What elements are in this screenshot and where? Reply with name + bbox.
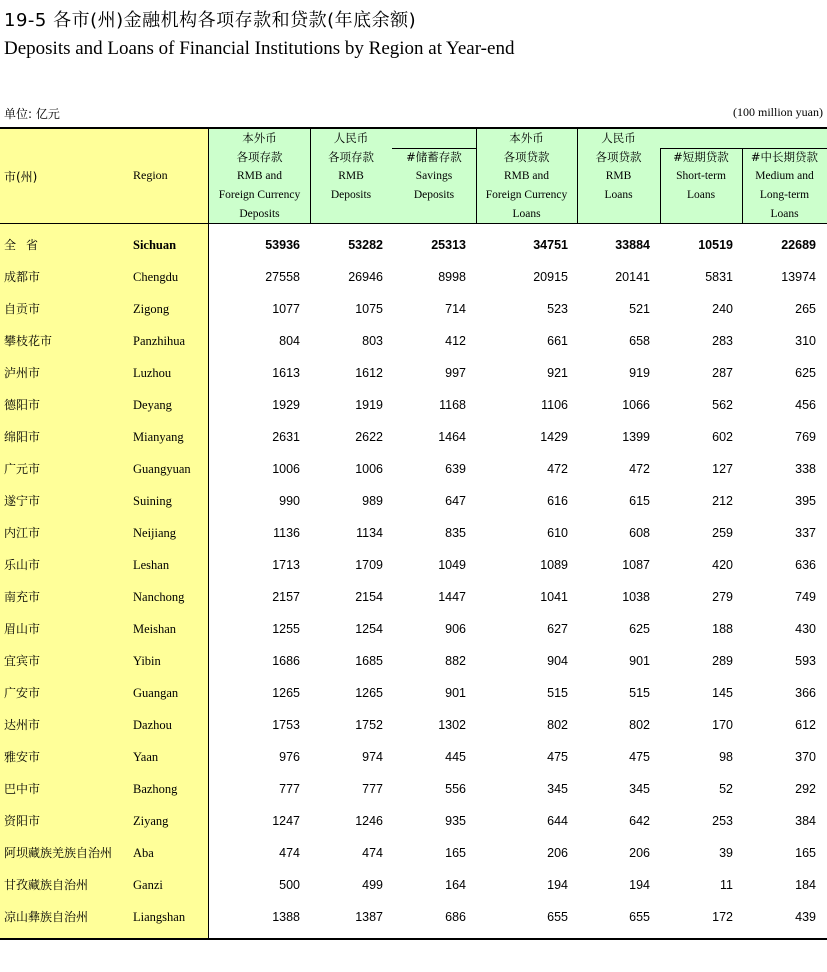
table-cell-value: 420: [712, 558, 733, 572]
table-cell-value: 430: [795, 622, 816, 636]
region-name-cn: 全省: [4, 238, 49, 252]
table-cell-value: 8998: [438, 270, 466, 284]
page-title-en: Deposits and Loans of Financial Institutions by Region at Year-end: [4, 38, 515, 59]
table-cell-value: 27558: [265, 270, 300, 284]
table-cell-value: 1066: [622, 398, 650, 412]
region-name-en: Panzhihua: [133, 334, 186, 348]
table-cell-value: 523: [547, 302, 568, 316]
table-cell-value: 1246: [355, 814, 383, 828]
table-cell-value: 34751: [533, 238, 568, 252]
table-cell-value: 1136: [273, 526, 300, 540]
table-cell-value: 439: [795, 910, 816, 924]
table-cell-value: 990: [279, 494, 300, 508]
table-cell-value: 989: [362, 494, 383, 508]
table-cell-value: 602: [712, 430, 733, 444]
table-cell-value: 1106: [541, 398, 568, 412]
table-row: [0, 261, 827, 293]
region-name-cn: 成都市: [4, 270, 41, 284]
table-cell-value: 165: [795, 846, 816, 860]
table-cell-value: 345: [547, 782, 568, 796]
table-cell-value: 164: [445, 878, 466, 892]
table-cell-value: 194: [629, 878, 650, 892]
table-cell-value: 521: [629, 302, 650, 316]
table-cell-value: 882: [445, 654, 466, 668]
header-label-en: Loans: [770, 208, 799, 220]
region-name-cn: 凉山彝族自治州: [4, 910, 89, 924]
table-cell-value: 1038: [622, 590, 650, 604]
table-cell-value: 289: [712, 654, 733, 668]
table-cell-value: 803: [362, 334, 383, 348]
table-cell-value: 206: [547, 846, 568, 860]
table-cell-value: 749: [795, 590, 816, 604]
table-cell-value: 172: [712, 910, 733, 924]
region-name-en: Dazhou: [133, 718, 172, 732]
table-cell-value: 919: [629, 366, 650, 380]
header-region-cn: 市(州): [4, 170, 38, 184]
table-cell-value: 474: [362, 846, 383, 860]
header-column-7: [742, 148, 827, 224]
table-cell-value: 456: [795, 398, 816, 412]
table-cell-value: 777: [362, 782, 383, 796]
region-name-en: Nanchong: [133, 590, 185, 604]
region-name-en: Yibin: [133, 654, 161, 668]
table-cell-value: 2622: [355, 430, 383, 444]
table-cell-value: 1254: [355, 622, 383, 636]
table-cell-value: 1464: [438, 430, 466, 444]
table-cell-value: 1041: [540, 590, 568, 604]
table-cell-value: 5831: [705, 270, 733, 284]
table-row: [0, 357, 827, 389]
region-name-en: Luzhou: [133, 366, 172, 380]
table-cell-value: 835: [445, 526, 466, 540]
region-name-en: Zigong: [133, 302, 170, 316]
header-column-5: [577, 129, 660, 205]
unit-label-en: (100 million yuan): [733, 105, 823, 119]
table-cell-value: 1387: [355, 910, 383, 924]
table-row: [0, 709, 827, 741]
table-cell-value: 901: [445, 686, 466, 700]
table-cell-value: 53936: [265, 238, 300, 252]
page-title-cn: 19-5 各市(州)金融机构各项存款和贷款(年底余额): [4, 10, 417, 31]
table-row: [0, 421, 827, 453]
table-cell-value: 612: [795, 718, 816, 732]
table-cell-value: 472: [629, 462, 650, 476]
table-cell-value: 610: [547, 526, 568, 540]
table-row: [0, 869, 827, 901]
table-cell-value: 1168: [439, 398, 466, 412]
table-cell-value: 412: [445, 334, 466, 348]
table-cell-value: 1713: [272, 558, 300, 572]
header-label-en: Long-term: [759, 189, 810, 201]
table-cell-value: 642: [629, 814, 650, 828]
region-name-cn: 自贡市: [4, 302, 41, 316]
region-name-en: Guangan: [133, 686, 179, 700]
table-cell-value: 11: [720, 878, 733, 892]
header-label-cn: 本外币: [509, 131, 544, 145]
table-cell-value: 184: [795, 878, 816, 892]
header-column-3: [392, 148, 476, 205]
table-cell-value: 1612: [355, 366, 383, 380]
region-name-en: Guangyuan: [133, 462, 191, 476]
header-label-cn: 各项存款: [328, 150, 374, 164]
region-name-cn: 绵阳市: [4, 430, 41, 444]
region-name-cn: 阿坝藏族羌族自治州: [4, 846, 113, 860]
region-name-cn: 甘孜藏族自治州: [4, 878, 89, 892]
header-label-en: Short-term: [676, 170, 726, 182]
table-cell-value: 283: [712, 334, 733, 348]
region-name-cn: 内江市: [4, 526, 41, 540]
table-cell-value: 52: [719, 782, 733, 796]
table-cell-value: 802: [629, 718, 650, 732]
table-cell-value: 53282: [348, 238, 383, 252]
table-cell-value: 556: [445, 782, 466, 796]
header-label-cn: 各项贷款: [595, 150, 642, 164]
table-cell-value: 145: [712, 686, 733, 700]
unit-label-cn: 单位: 亿元: [4, 107, 60, 121]
region-name-en: Neijiang: [133, 526, 177, 540]
header-label-en: RMB and: [503, 170, 550, 182]
table-cell-value: 2631: [272, 430, 300, 444]
table-row: [0, 581, 827, 613]
table-cell-value: 499: [362, 878, 383, 892]
table-row: [0, 645, 827, 677]
table-cell-value: 366: [795, 686, 816, 700]
table-cell-value: 904: [547, 654, 568, 668]
header-column-6: [660, 148, 742, 205]
header-label-en: Savings: [415, 170, 453, 182]
table-cell-value: 39: [719, 846, 733, 860]
table-cell-value: 370: [795, 750, 816, 764]
table-cell-value: 310: [795, 334, 816, 348]
table-cell-value: 769: [795, 430, 816, 444]
table-cell-value: 777: [279, 782, 300, 796]
table-row: [0, 325, 827, 357]
region-name-cn: 德阳市: [4, 398, 41, 412]
region-name-en: Deyang: [133, 398, 172, 412]
table-row: [0, 389, 827, 421]
header-label-en: Foreign Currency: [218, 189, 301, 201]
region-name-cn: 泸州市: [4, 366, 41, 380]
table-cell-value: 639: [445, 462, 466, 476]
table-cell-value: 2157: [272, 590, 300, 604]
table-cell-value: 906: [445, 622, 466, 636]
table-cell-value: 287: [712, 366, 733, 380]
table-cell-value: 627: [547, 622, 568, 636]
table-cell-value: 644: [547, 814, 568, 828]
region-name-cn: 广安市: [4, 686, 41, 700]
table-cell-value: 997: [445, 366, 466, 380]
region-name-en: Chengdu: [133, 270, 179, 284]
region-name-en: Ganzi: [133, 878, 163, 892]
table-cell-value: 1049: [438, 558, 466, 572]
region-name-en: Meishan: [133, 622, 177, 636]
table-row: [0, 901, 827, 933]
table-cell-value: 647: [445, 494, 466, 508]
table-cell-value: 445: [445, 750, 466, 764]
table-cell-value: 1685: [355, 654, 383, 668]
table-cell-value: 901: [629, 654, 650, 668]
header-column-2: [310, 129, 392, 205]
region-name-en: Leshan: [133, 558, 170, 572]
table-cell-value: 714: [445, 302, 466, 316]
table-cell-value: 395: [795, 494, 816, 508]
header-column-1: [209, 129, 310, 224]
table-cell-value: 616: [547, 494, 568, 508]
header-column-4: [476, 129, 577, 224]
table-row: [0, 613, 827, 645]
table-cell-value: 1447: [438, 590, 466, 604]
table-cell-value: 1709: [355, 558, 383, 572]
header-label-cn: 人民币: [601, 131, 636, 145]
table-cell-value: 13974: [781, 270, 816, 284]
table-top-rule: [0, 127, 827, 129]
table-row: [0, 229, 827, 261]
region-name-cn: 遂宁市: [4, 494, 41, 508]
table-cell-value: 1919: [355, 398, 383, 412]
table-cell-value: 655: [629, 910, 650, 924]
table-cell-value: 475: [629, 750, 650, 764]
table-cell-value: 2154: [355, 590, 383, 604]
region-name-en: Suining: [133, 494, 172, 508]
table-cell-value: 661: [547, 334, 568, 348]
header-label-cn: 人民币: [333, 131, 369, 145]
region-name-cn: 眉山市: [4, 622, 41, 636]
region-name-en: Liangshan: [133, 910, 186, 924]
region-name-cn: 宜宾市: [4, 654, 41, 668]
header-label-en: Foreign Currency: [485, 189, 568, 201]
header-label-cn: #储蓄存款: [406, 150, 462, 164]
table-cell-value: 658: [629, 334, 650, 348]
table-cell-value: 625: [629, 622, 650, 636]
table-cell-value: 165: [445, 846, 466, 860]
table-cell-value: 1265: [272, 686, 300, 700]
table-cell-value: 1265: [355, 686, 383, 700]
table-cell-value: 384: [795, 814, 816, 828]
table-cell-value: 253: [712, 814, 733, 828]
table-cell-value: 170: [712, 718, 733, 732]
table-row: [0, 453, 827, 485]
table-row: [0, 549, 827, 581]
table-cell-value: 1929: [272, 398, 300, 412]
table-cell-value: 515: [629, 686, 650, 700]
table-cell-value: 921: [547, 366, 568, 380]
region-name-en: Bazhong: [133, 782, 178, 796]
region-name-cn: 巴中市: [4, 782, 41, 796]
table-cell-value: 212: [712, 494, 733, 508]
table-cell-value: 1429: [540, 430, 568, 444]
region-name-en: Ziyang: [133, 814, 169, 828]
table-cell-value: 188: [712, 622, 733, 636]
table-cell-value: 20915: [533, 270, 568, 284]
table-cell-value: 475: [547, 750, 568, 764]
region-name-cn: 资阳市: [4, 814, 41, 828]
table-cell-value: 500: [279, 878, 300, 892]
table-cell-value: 1399: [622, 430, 650, 444]
region-name-cn: 雅安市: [4, 750, 41, 764]
table-row: [0, 837, 827, 869]
region-name-en: Mianyang: [133, 430, 184, 444]
table-cell-value: 279: [712, 590, 733, 604]
header-label-cn: 各项贷款: [503, 150, 550, 164]
table-cell-value: 240: [712, 302, 733, 316]
table-cell-value: 615: [629, 494, 650, 508]
table-row: [0, 677, 827, 709]
header-label-en: Deposits: [413, 189, 455, 201]
header-label-en: Deposits: [239, 208, 280, 220]
table-cell-value: 33884: [615, 238, 650, 252]
table-cell-value: 1302: [438, 718, 466, 732]
table-cell-value: 655: [547, 910, 568, 924]
table-cell-value: 974: [362, 750, 383, 764]
table-cell-value: 593: [795, 654, 816, 668]
table-cell-value: 22689: [781, 238, 816, 252]
table-cell-value: 1006: [355, 462, 383, 476]
region-name-cn: 乐山市: [4, 558, 41, 572]
table-cell-value: 1686: [272, 654, 300, 668]
table-cell-value: 1255: [272, 622, 300, 636]
table-cell-value: 26946: [348, 270, 383, 284]
table-bottom-rule: [0, 938, 827, 940]
table-cell-value: 194: [547, 878, 568, 892]
table-cell-value: 935: [445, 814, 466, 828]
table-cell-value: 1075: [355, 302, 383, 316]
header-label-en: RMB and: [236, 170, 283, 182]
region-name-en: Yaan: [133, 750, 159, 764]
table-row: [0, 773, 827, 805]
table-cell-value: 98: [719, 750, 733, 764]
header-label-cn: #短期贷款: [673, 150, 729, 164]
table-cell-value: 265: [795, 302, 816, 316]
header-label-en: Loans: [686, 189, 716, 201]
table-cell-value: 259: [712, 526, 733, 540]
header-label-cn: #中长期贷款: [750, 150, 819, 164]
table-cell-value: 1089: [540, 558, 568, 572]
table-cell-value: 686: [445, 910, 466, 924]
table-row: [0, 805, 827, 837]
table-cell-value: 1613: [272, 366, 300, 380]
table-cell-value: 1077: [272, 302, 300, 316]
table-cell-value: 1753: [272, 718, 300, 732]
header-label-en: Loans: [604, 189, 633, 201]
table-cell-value: 206: [629, 846, 650, 860]
table-cell-value: 802: [547, 718, 568, 732]
table-cell-value: 1247: [272, 814, 300, 828]
header-label-en: Medium and: [755, 170, 814, 182]
table-cell-value: 10519: [698, 238, 733, 252]
table-row: [0, 741, 827, 773]
table-cell-value: 1134: [356, 526, 383, 540]
table-cell-value: 1006: [272, 462, 300, 476]
table-cell-value: 337: [795, 526, 816, 540]
table-cell-value: 562: [712, 398, 733, 412]
table-row: [0, 293, 827, 325]
region-name-en: Aba: [133, 846, 154, 860]
table-cell-value: 1087: [622, 558, 650, 572]
header-label-cn: 各项存款: [236, 150, 283, 164]
table-cell-value: 1388: [272, 910, 300, 924]
region-name-cn: 广元市: [4, 462, 41, 476]
table-cell-value: 608: [629, 526, 650, 540]
header-label-en: Loans: [512, 208, 541, 220]
header-label-en: RMB: [338, 170, 364, 182]
region-name-en: Sichuan: [133, 238, 177, 252]
table-cell-value: 625: [795, 366, 816, 380]
header-label-cn: 本外币: [242, 131, 277, 145]
table-cell-value: 636: [795, 558, 816, 572]
table-cell-value: 515: [547, 686, 568, 700]
table-cell-value: 345: [629, 782, 650, 796]
table-cell-value: 804: [279, 334, 300, 348]
header-label-en: RMB: [605, 170, 632, 182]
table-cell-value: 1752: [355, 718, 383, 732]
header-label-en: Deposits: [330, 189, 372, 201]
table-cell-value: 20141: [615, 270, 650, 284]
region-name-cn: 南充市: [4, 590, 41, 604]
table-header-rule: [0, 223, 827, 224]
header-region-en: Region: [133, 168, 168, 182]
table-row: [0, 485, 827, 517]
table-cell-value: 127: [712, 462, 733, 476]
table-cell-value: 292: [795, 782, 816, 796]
table-cell-value: 472: [547, 462, 568, 476]
table-cell-value: 25313: [431, 238, 466, 252]
region-name-cn: 达州市: [4, 718, 41, 732]
table-cell-value: 474: [279, 846, 300, 860]
table-row: [0, 517, 827, 549]
table-cell-value: 338: [795, 462, 816, 476]
region-name-cn: 攀枝花市: [4, 334, 53, 348]
table-cell-value: 976: [279, 750, 300, 764]
